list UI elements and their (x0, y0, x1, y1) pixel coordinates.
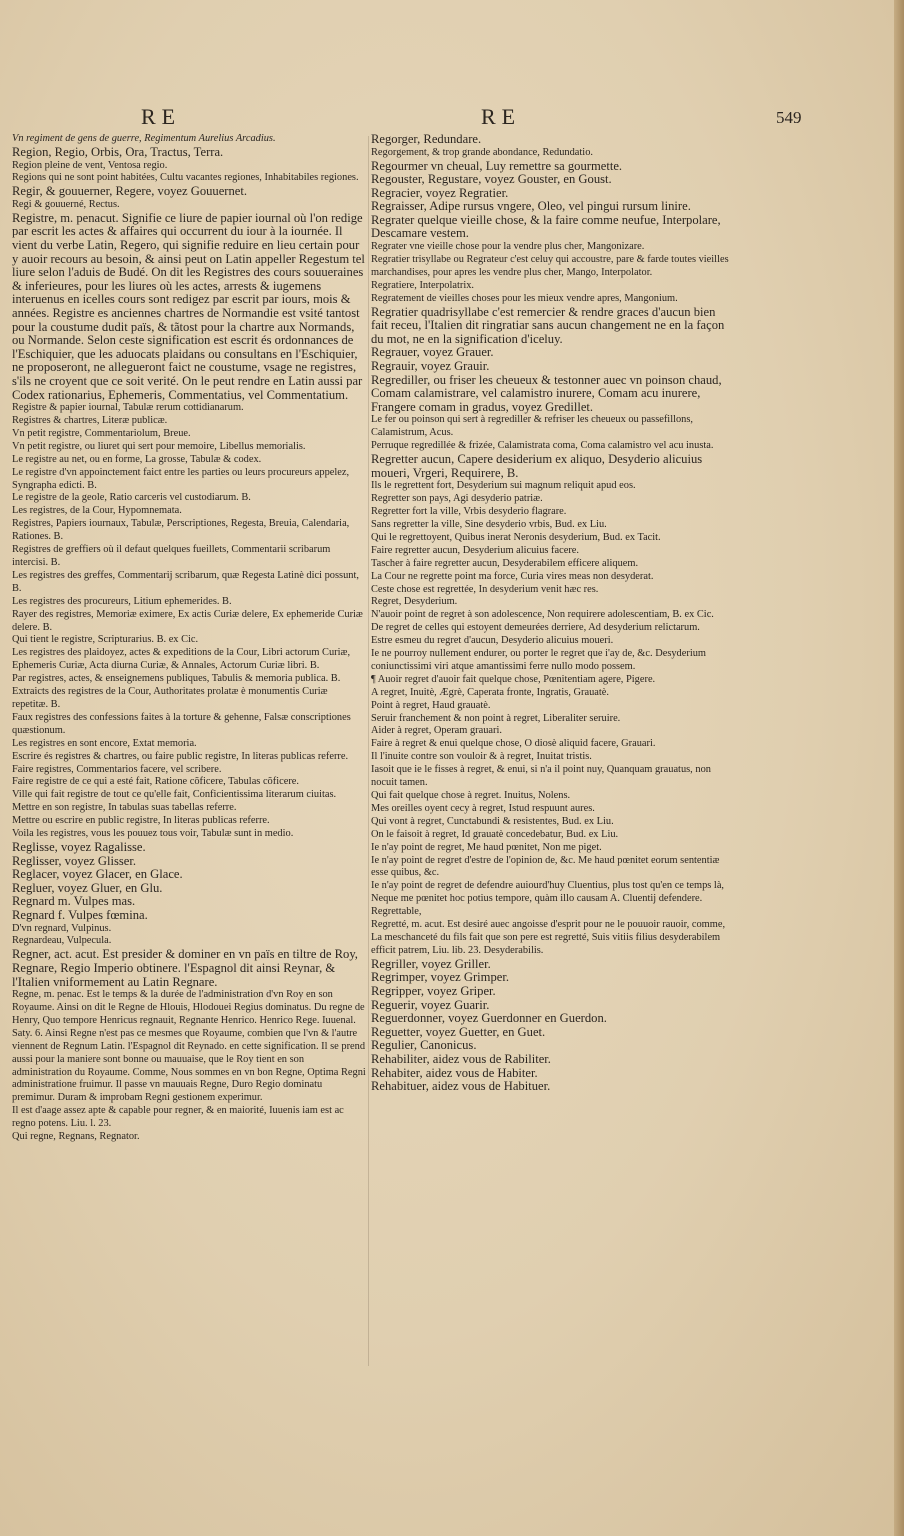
dictionary-entry: Region, Regio, Orbis, Ora, Tractus, Terra. (12, 144, 224, 159)
dictionary-entry: Regratier quadrisyllabe c'est remercier & rendre graces d'aucun bien fait receu, l'Italien dit ringratiar sans aucun changement ne en la façon du mot, ne en la signification d'iceluy. (371, 304, 725, 346)
dictionary-entry: Qui le regrettoyent, Quibus inerat Neronis desyderium, Bud. ex Tacit. (371, 531, 661, 543)
dictionary-entry: Registre & papier iournal, Tabulæ rerum cottidianarum. (12, 402, 244, 414)
dictionary-entry: Regraisser, Adipe rursus vngere, Oleo, vel pingui rursum linire. (371, 199, 691, 214)
dictionary-entry: Regretté, m. acut. Est desiré auec angoisse d'esprit pour ne le pouuoir rauoir, comme, La meschanceté du fils fait que son pere est regretté, Suis vitiis filius desyderabilem efficit patrem, Liu. lib. 23. Desyderabilis. (371, 919, 726, 956)
dictionary-entry: Les registres des plaidoyez, actes & expeditions de la Cour, Libri actorum Curiæ, Ephemeris Curiæ, Acta diurna Curiæ, & Annales, Actorum Curiæ libri. B. (12, 647, 351, 672)
dictionary-entry: Regretter fort la ville, Vrbis desyderio flagrare. (371, 506, 567, 518)
dictionary-entry: Regluer, voyez Gluer, en Glu. (12, 880, 163, 895)
dictionary-entry: Ie n'ay point de regret, Me haud pœnitet, Non me piget. (371, 841, 602, 853)
dictionary-entry: Sans regretter la ville, Sine desyderio vrbis, Bud. ex Liu. (371, 518, 607, 530)
dictionary-entry: N'auoir point de regret à son adolescence, Non requirere adolescentiam, B. ex Cic. (371, 609, 714, 621)
dictionary-entry: Regne, m. penac. Est le temps & la durée de l'administration d'vn Roy en son Royaume. Ainsi on dit le Regne de Hlouis, Hlodouei Regius dominatus. Du regne de Henry, Quo tempore Henricus regnauit, Regnante Henrico. Henrico Rege. Iuuenal. Saty. 6. Ainsi Regne n'est pas ce mesmes que Royaume, combien que l'vn & l'autre viennent de Regnum Latin. l'Espagnol dit Reynado. en cette signification. Il se prend aussi pour la maniere sont bonne ou mauuaise, que le Roy tient en son administration du Royaume. Comme, Nous sommes en vn bon Regne, Optima Regni administratione fruimur. Il passe vn mauuais Regne, Duro Regio dominatu premimur. Duram & improbam Regni gestionem experimur. (12, 989, 366, 1104)
dictionary-entry: Le registre au net, ou en forme, La grosse, Tabulæ & codex. (12, 453, 262, 465)
dictionary-entry: Les registres, de la Cour, Hypomnemata. (12, 505, 182, 517)
dictionary-entry: Registre, m. penacut. Signifie ce liure de papier iournal où l'on redige par escrit les actes & affaires qui occurrent du iour à la iournée. Il vient du verbe Latin, Regero, qui signifie reduire en lieu certain pour y auoir recours au besoin, & ainsi peut on Latin appeller Regestum tel liure selon l'aduis de Budé. On dit les Registres des cours souueraines & inferieures, pour les liures où les actes, arrests & iugemens interuenus en icelles cours sont redigez par escrit par iours, mois & années. Registre es anciennes chartres de Normandie est vsité tantost pour la coustume dudit païs, & tãtost pour la chartre aux Normands, ou Normande. Selon ceste signification est escrit és ordonnances de l'Eschiquier, que les aduocats plaidans ou consultans en l'Eschiquier, ne proposeront, ne allegueront faict ne coustume, vsage ne registres, s'ils ne croyent que ce soit verité. On le peut rendre en Latin aussi par Codex rationarius, Ephemeris, Commentatius, vel Commentatium. (12, 210, 365, 402)
dictionary-entry: Regnardeau, Vulpecula. (12, 935, 112, 947)
dictionary-entry: Mettre ou escrire en public registre, In literas publicas referre. (12, 815, 270, 827)
page-number: 549 (776, 108, 802, 127)
dictionary-entry: Registres de greffiers où il defaut quelques fueillets, Commentarii scribarum intercisi. B. (12, 544, 331, 568)
dictionary-entry: Le registre de la geole, Ratio carceris vel custodiarum. B. (12, 492, 251, 504)
dictionary-entry: Regnard m. Vulpes mas. (12, 894, 136, 909)
dictionary-entry: Ie n'ay point de regret d'estre de l'opinion de, &c. Me haud pœnitet eorum sententiæ esse quibus, &c. (371, 854, 720, 879)
dictionary-entry: Vn regiment de gens de guerre, Regimentum Aurelius Arcadius. (12, 133, 276, 144)
dictionary-entry: Reguerir, voyez Guarir. (371, 997, 490, 1012)
dictionary-entry: Reglacer, voyez Glacer, en Glace. (12, 867, 183, 882)
dictionary-entry: Regracier, voyez Regratier. (371, 185, 509, 200)
dictionary-entry: Regir, & gouuerner, Regere, voyez Gouuernet. (12, 184, 248, 199)
dictionary-entry: Regriller, voyez Griller. (371, 956, 491, 971)
dictionary-entry: Les registres en sont encore, Extat memoria. (12, 737, 197, 749)
dictionary-entry: Regrettable, (371, 906, 422, 918)
dictionary-entry: On le faisoit à regret, Id grauatè concedebatur, Bud. ex Liu. (371, 828, 619, 840)
right-column (371, 133, 735, 1349)
dictionary-entry: Point à regret, Haud grauatè. (371, 699, 491, 711)
dictionary-entry: Reglisse, voyez Ragalisse. (12, 839, 146, 854)
dictionary-entry: Regulier, Canonicus. (371, 1038, 477, 1053)
dictionary-entry: Ils le regrettent fort, Desyderium sui magnum reliquit apud eos. (371, 480, 636, 492)
dictionary-entry: De regret de celles qui estoyent demeurées derriere, Ad desyderium relictarum. (371, 622, 700, 634)
dictionary-entry: Rehabiter, aidez vous de Habiter. (371, 1065, 538, 1080)
dictionary-entry: Regrater vne vieille chose pour la vendre plus cher, Mangonizare. (371, 241, 645, 253)
dictionary-entry: Regi & gouuerné, Rectus. (12, 198, 120, 210)
dictionary-entry: Reguerdonner, voyez Guerdonner en Guerdon. (371, 1011, 607, 1026)
dictionary-entry: D'vn regnard, Vulpinus. (12, 922, 112, 934)
running-head-left: RE (141, 104, 182, 129)
dictionary-entry: Regretter aucun, Capere desiderium ex aliquo, Desyderio alicuius moueri, Vrgeri, Requirere, B. (371, 452, 703, 480)
dictionary-entry: Regratement de vieilles choses pour les mieux vendre apres, Mangonium. (371, 292, 678, 304)
dictionary-entry: Vn petit registre, ou liuret qui sert pour memoire, Libellus memorialis. (12, 440, 306, 452)
dictionary-entry: Le registre d'vn appoinctement faict entre les parties ou leurs procureurs appelez, Syngrapha edicti. B. (12, 466, 350, 491)
dictionary-entry: Regripper, voyez Griper. (371, 983, 496, 998)
dictionary-entry: Escrire és registres & chartres, ou faire public registre, In literas publicas referre. (12, 750, 349, 762)
dictionary-entry: Registres & chartres, Literæ publicæ. (12, 415, 168, 427)
left-column (12, 133, 366, 1365)
dictionary-entry: Mettre en son registre, In tabulas suas tabellas referre. (12, 802, 237, 814)
dictionary-entry: Tascher à faire regretter aucun, Desyderabilem efficere aliquem. (371, 557, 639, 569)
dictionary-entry: Regret, Desyderium. (371, 596, 458, 608)
dictionary-entry: Il l'inuite contre son vouloir & à regret, Inuitat tristis. (371, 751, 592, 763)
dictionary-entry: Regrauir, voyez Grauir. (371, 358, 490, 373)
dictionary-entry: Ceste chose est regrettée, In desyderium venit hæc res. (371, 583, 599, 595)
dictionary-entry: Iasoit que ie le fisses à regret, & enui, si n'a il point nuy, Quanquam grauatus, non nocuit tamen. (371, 764, 711, 789)
dictionary-entry: Rayer des registres, Memoriæ eximere, Ex actis Curiæ delere, Ex ephemeride Curiæ delere. B. (12, 608, 363, 633)
dictionary-entry: Regorgement, & trop grande abondance, Redundatio. (371, 146, 593, 158)
dictionary-entry: Regions qui ne sont point habitées, Cultu vacantes regiones, Inhabitabiles regiones. (12, 172, 359, 184)
dictionary-entry: Reguetter, voyez Guetter, en Guet. (371, 1024, 546, 1039)
dictionary-entry: Aider à regret, Operam grauari. (371, 725, 502, 737)
dictionary-entry: Regorger, Redundare. (371, 133, 482, 146)
dictionary-entry: Regratiere, Interpolatrix. (371, 279, 474, 291)
dictionary-entry: Regratier trisyllabe ou Regrateur c'est celuy qui accoustre, pare & farde toutes vieilles marchandises, pour apres les vendre plus cher, Mango, Interpolator. (371, 253, 729, 278)
dictionary-entry: Qui tient le registre, Scripturarius. B. ex Cic. (12, 634, 199, 646)
dictionary-entry: Regrimper, voyez Grimper. (371, 970, 509, 985)
dictionary-entry: Regrediller, ou friser les cheueux & testonner auec vn poinson chaud, Comam calamistrare, vel calamistro inurere, Comam acu inurere, Frangere comam in gradus, voyez Gredillet. (371, 372, 722, 414)
dictionary-entry: Ie n'ay point de regret de defendre auiourd'huy Cluentius, plus tost qu'en ce temps là, Neque me pœnitet hoc potius tempore, quàm illo causam A. Cluentij defendere. (371, 880, 725, 905)
dictionary-entry: Les registres des greffes, Commentarij scribarum, quæ Regesta Latinè dici possunt, B. (12, 569, 359, 594)
dictionary-entry: Faire registres, Commentarios facere, vel scribere. (12, 763, 222, 775)
dictionary-entry: Faire à regret & enui quelque chose, O diosè aliquid facere, Grauari. (371, 738, 656, 750)
dictionary-entry: A regret, Inuitè, Ægrè, Caperata fronte, Ingratis, Grauatè. (371, 686, 610, 698)
dictionary-entry: Rehabiliter, aidez vous de Rabiliter. (371, 1051, 551, 1066)
dictionary-entry: Par registres, actes, & enseignemens publiques, Tabulis & memoria publica. B. (12, 673, 341, 685)
dictionary-entry: Regouster, Regustare, voyez Gouster, en Goust. (371, 172, 612, 187)
dictionary-entry: Faux registres des confessions faites à la torture & gehenne, Falsæ conscriptiones quæstionum. (12, 711, 351, 736)
dictionary-entry: Ville qui fait registre de tout ce qu'elle fait, Conficientissima literarum ciuitas. (12, 789, 337, 801)
dictionary-entry: Extraicts des registres de la Cour, Authoritates prolatæ è monumentis Curiæ repetitæ. B. (12, 686, 328, 710)
page-edge (894, 0, 904, 1536)
dictionary-entry: Ie ne pourroy nullement endurer, ou porter le regret que i'ay de, &c. Desyderium coniunctissimi viri atque amantissimi ferre nullo modo possem. (371, 648, 706, 672)
dictionary-entry: Registres, Papiers iournaux, Tabulæ, Perscriptiones, Regesta, Breuia, Calendaria, Rationes. B. (12, 518, 350, 543)
dictionary-entry: Estre esmeu du regret d'aucun, Desyderio alicuius moueri. (371, 635, 614, 647)
dictionary-entry: Seruir franchement & non point à regret, Liberaliter seruire. (371, 712, 621, 724)
dictionary-entry: Regretter son pays, Agi desyderio patriæ. (371, 493, 543, 505)
dictionary-entry: Voila les registres, vous les pouuez tous voir, Tabulæ sunt in medio. (12, 828, 294, 840)
dictionary-entry: Vn petit registre, Commentariolum, Breue. (12, 427, 191, 439)
dictionary-entry: La Cour ne regrette point ma force, Curia vires meas non desyderat. (371, 570, 654, 582)
dictionary-entry: Il est d'aage assez apte & capable pour regner, & en maiorité, Iuuenis iam est ac regno potens. Liu. l. 23. (12, 1105, 344, 1130)
dictionary-entry: Mes oreilles oyent cecy à regret, Istud respuunt aures. (371, 802, 595, 814)
column-divider (368, 136, 369, 1366)
dictionary-entry: Regnard f. Vulpes fœmina. (12, 907, 148, 922)
dictionary-entry: Qui vont à regret, Cunctabundi & resistentes, Bud. ex Liu. (371, 815, 614, 827)
dictionary-entry: Faire registre de ce qui a esté fait, Ratione cõficere, Tabulas cõficere. (12, 776, 299, 788)
dictionary-entry: Qui fait quelque chose à regret. Inuitus, Nolens. (371, 790, 571, 801)
dictionary-entry: Perruque regredillée & frizée, Calamistrata coma, Coma calamistro vel acu inusta. (371, 440, 714, 452)
dictionary-entry: Les registres des procureurs, Litium ephemerides. B. (12, 595, 232, 607)
dictionary-entry: Le fer ou poinson qui sert à regrediller & refriser les cheueux ou passefillons, Calamistrum, Acus. (371, 414, 694, 439)
dictionary-entry: Regrauer, voyez Grauer. (371, 345, 494, 360)
dictionary-entry: ¶ Auoir regret d'auoir fait quelque chose, Pœnitentiam agere, Pigere. (371, 673, 656, 685)
dictionary-entry: Rehabituer, aidez vous de Habituer. (371, 1079, 551, 1094)
dictionary-entry: Reglisser, voyez Glisser. (12, 853, 137, 868)
dictionary-entry: Regner, act. acut. Est presider & dominer en vn païs en tiltre de Roy, Regnare, Regio Imperio obtinere. l'Espagnol dit ainsi Reynar, & l'Italien vniformement au Latin Regnare. (12, 947, 358, 989)
dictionary-entry: Qui regne, Regnans, Regnator. (12, 1131, 140, 1143)
running-head-right: RE (481, 104, 522, 129)
dictionary-entry: Faire regretter aucun, Desyderium alicuius facere. (371, 544, 580, 556)
dictionary-entry: Regourmer vn cheual, Luy remettre sa gourmette. (371, 158, 623, 173)
dictionary-entry: Regrater quelque vieille chose, & la faire comme neufue, Interpolare, Descamare vestem. (371, 212, 721, 241)
dictionary-entry: Region pleine de vent, Ventosa regio. (12, 159, 168, 171)
